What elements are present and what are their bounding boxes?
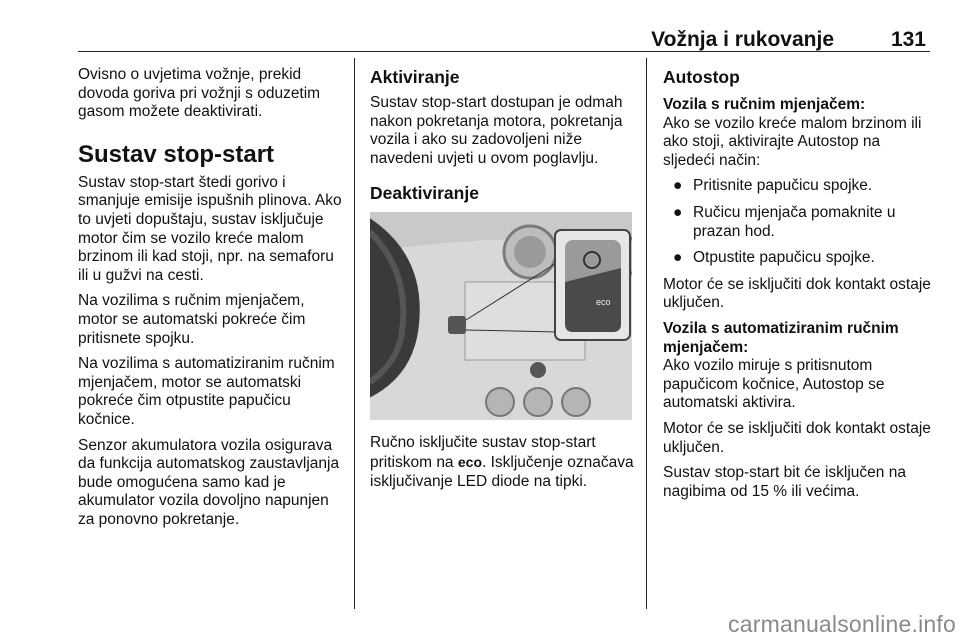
header-rule [78, 51, 930, 52]
paragraph-engine-off-manual: Motor će se isključiti dok kontakt ostaje uključen. [663, 275, 931, 312]
section-heading-stop-start: Sustav stop-start [78, 140, 275, 168]
dashboard-eco-button-illustration [370, 212, 632, 420]
column-divider-1 [354, 58, 355, 609]
subheading-automated-transmission: Vozila s automatiziranim ručnim mjenjačem: [663, 319, 899, 356]
autostop-steps-list [663, 177, 931, 267]
column-3 [663, 66, 931, 508]
column-2 [370, 66, 636, 498]
list-item: ● Pritisnite papučicu spojke. [673, 177, 873, 195]
chapter-title: Vožnja i rukovanje [651, 28, 834, 51]
paragraph-activation: Sustav stop-start dostupan je odmah nakon pokretanja motora, pokretanja vozila i ako su zadovoljeni niže navedeni uvjeti u ovom poglavlju. [370, 94, 623, 167]
paragraph-engine-off-automated: Motor će se isključiti dok kontakt ostaje uključen. [663, 419, 931, 456]
eco-button-name: eco [457, 453, 482, 470]
heading-activation: Aktiviranje [370, 67, 460, 87]
page-number: 131 [890, 28, 926, 51]
heading-deactivation: Deaktiviranje [370, 183, 479, 204]
paragraph-battery-sensor: Senzor akumulatora vozila osigurava da funkcija automatskog zaustavljanja bude omogućena samo kad je akumulator vozila dovoljno napunjen za ponovno pokretanje. [78, 436, 340, 528]
list-item: ● Ručicu mjenjača pomaknite u prazan hod. [673, 203, 896, 240]
heading-autostop: Autostop [663, 67, 740, 87]
bullet-icon: ● [673, 249, 683, 267]
bullet-icon: ● [673, 177, 683, 195]
paragraph-automated-transmission: Na vozilima s automatiziranim ručnim mjenjačem, motor se automatski pokreće čim otpustite papučicu kočnice. [78, 355, 335, 428]
bullet-icon: ● [673, 203, 683, 221]
paragraph-stop-start-intro: Sustav stop-start štedi gorivo i smanjuje emisije ispušnih plinova. Ako to uvjeti dopuštaju, sustav isključuje motor čim se vozilo kreće malom brzinom ili kad stoji, npr. na semaforu ili u gužvi na cesti. [78, 173, 342, 284]
paragraph-autostop-manual: Ako se vozilo kreće malom brzinom ili ako stoji, aktivirajte Autostop na sljedeći način: [663, 114, 922, 169]
page-header [78, 28, 930, 58]
column-1 [78, 66, 344, 536]
subheading-manual-transmission: Vozila s ručnim mjenjačem: [663, 96, 866, 113]
paragraph-manual-transmission: Na vozilima s ručnim mjenjačem, motor se automatski pokreće čim pritisnete spojku. [78, 292, 306, 347]
paragraph-slope-limit: Sustav stop-start bit će isključen na nagibima od 15 % ili većima. [663, 464, 906, 500]
column-divider-2 [646, 58, 647, 609]
list-item: ● Otpustite papučicu spojke. [673, 249, 875, 267]
watermark: carmanualsonline.info [728, 611, 956, 637]
intro-paragraph: Ovisno o uvjetima vožnje, prekid dovoda goriva pri vožnji s oduzetim gasom možete deaktivirati. [78, 66, 321, 121]
paragraph-deactivation: Ručno isključite sustav stop-start pritiskom na eco. Isključenje označava isključivanje LED diode na tipki. [370, 434, 634, 490]
paragraph-autostop-automated: Ako vozilo miruje s pritisnutom papučicom kočnice, Autostop se automatski aktivira. [663, 357, 885, 412]
eco-button-label: eco [596, 297, 611, 308]
